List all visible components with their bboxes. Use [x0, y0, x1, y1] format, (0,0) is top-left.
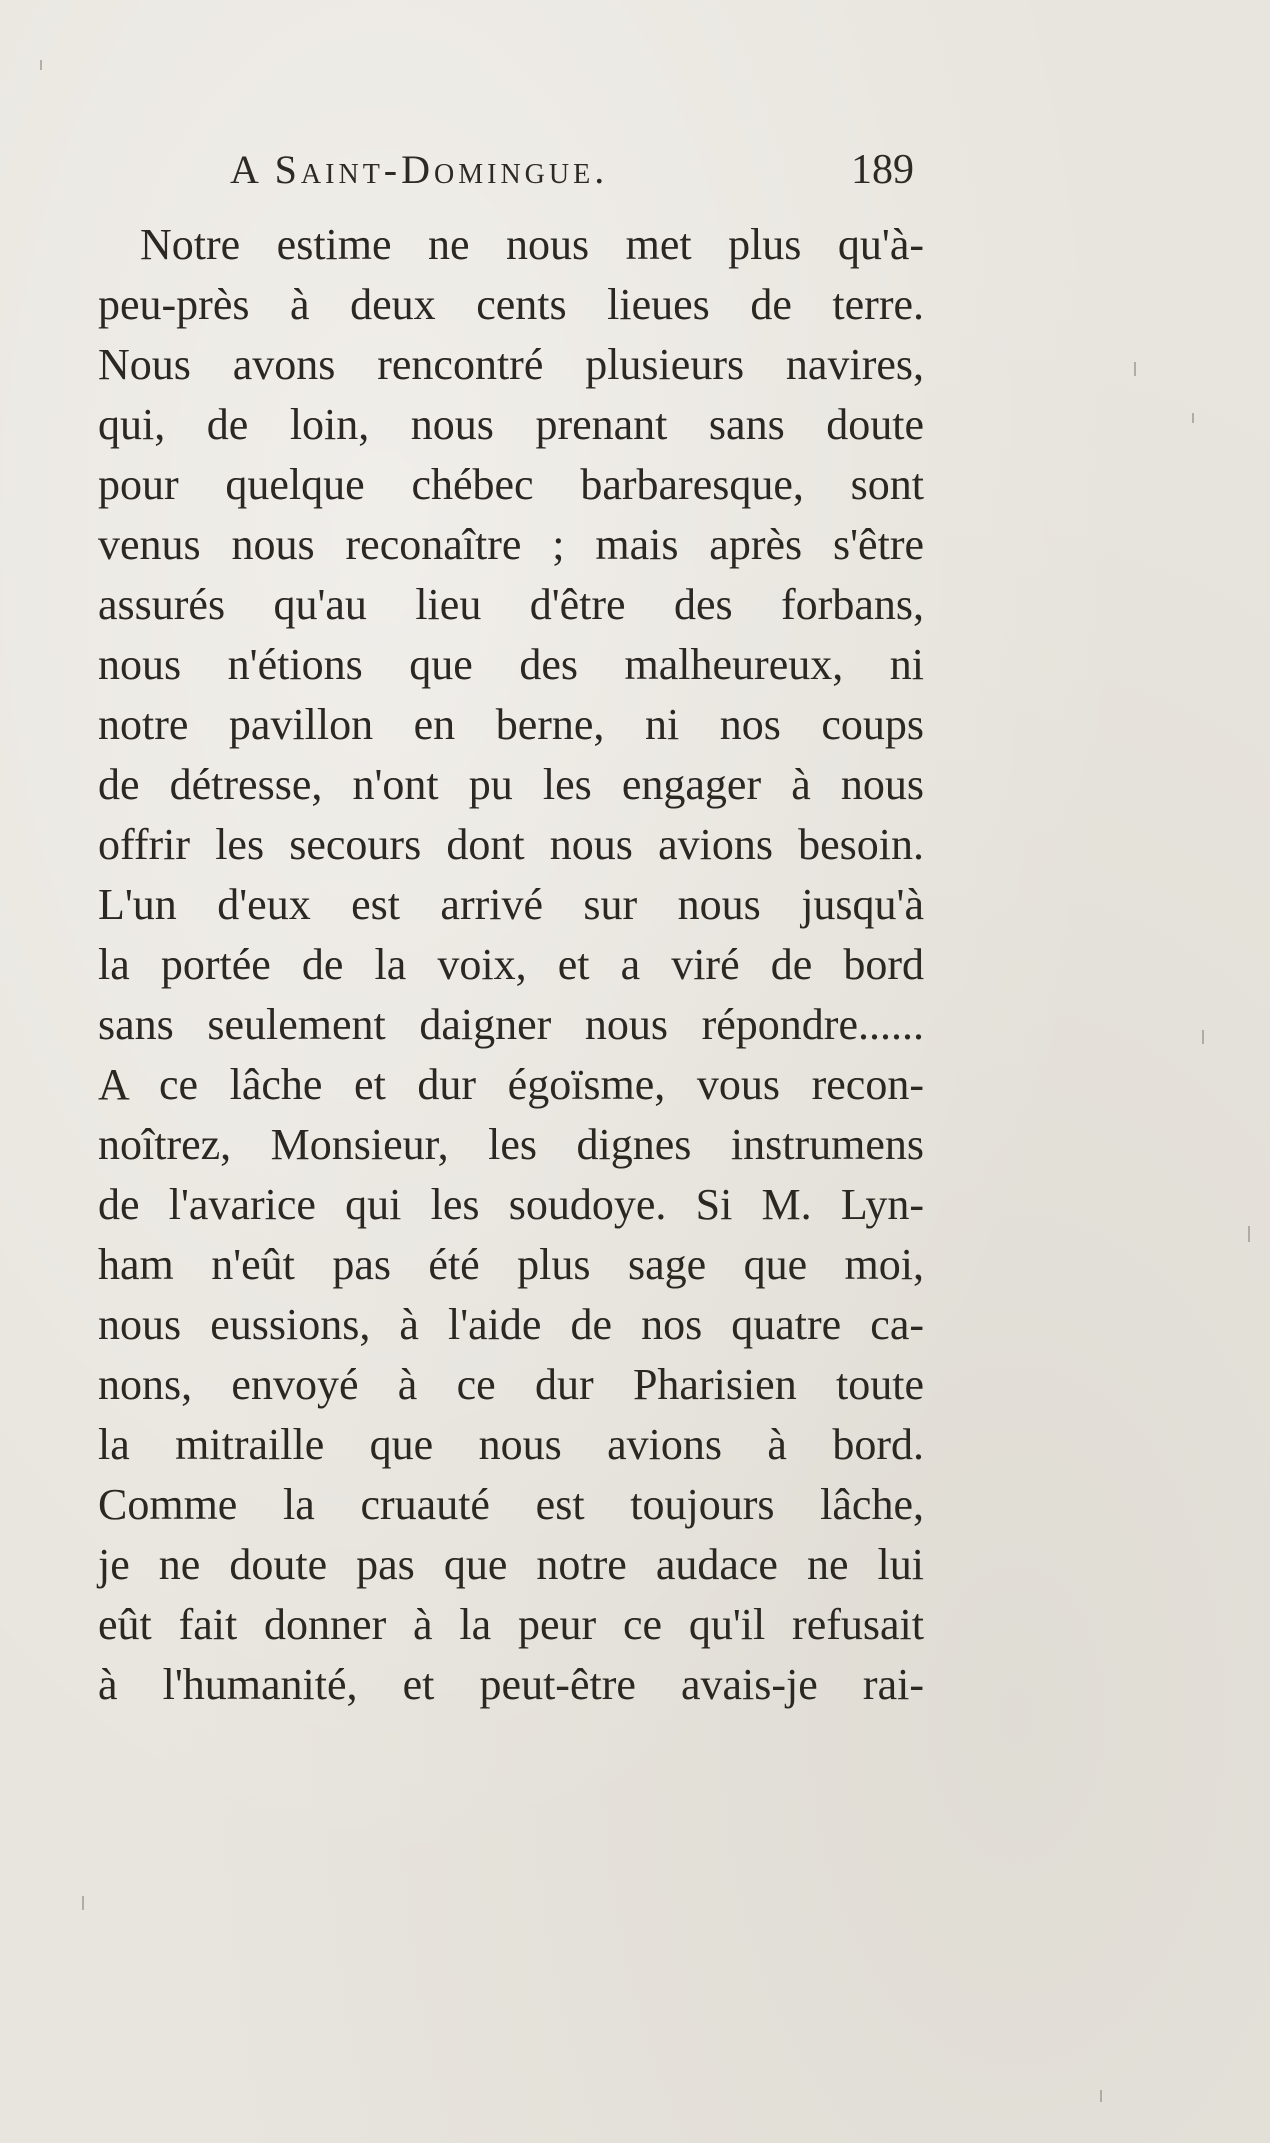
text-line: nous eussions, à l'aide de nos quatre ca-: [98, 1300, 924, 1349]
text-line: noîtrez, Monsieur, les dignes instrumens: [98, 1120, 924, 1169]
text-line: nons, envoyé à ce dur Pharisien toute: [98, 1360, 924, 1409]
text-line: je ne doute pas que notre audace ne lui: [98, 1540, 924, 1589]
text-line: eût fait donner à la peur ce qu'il refusait: [98, 1600, 924, 1649]
page-number: 189: [851, 147, 914, 193]
text-line: la portée de la voix, et a viré de bord: [98, 940, 924, 989]
text-line: de l'avarice qui les soudoye. Si M. Lyn-: [98, 1180, 924, 1229]
running-head: A Saint-Domingue.: [230, 147, 609, 192]
text-line: notre pavillon en berne, ni nos coups: [98, 700, 924, 749]
text-line: pour quelque chébec barbaresque, sont: [98, 460, 924, 509]
text-line: peu-près à deux cents lieues de terre.: [98, 280, 924, 329]
text-line: assurés qu'au lieu d'être des forbans,: [98, 580, 924, 629]
text-line: de détresse, n'ont pu les engager à nous: [98, 760, 924, 809]
paper-speck: [1134, 362, 1136, 376]
text-line: Notre estime ne nous met plus qu'à-: [140, 220, 924, 269]
page-header: [230, 146, 920, 206]
text-line: Comme la cruauté est toujours lâche,: [98, 1480, 924, 1529]
text-line: à l'humanité, et peut-être avais-je rai-: [98, 1660, 924, 1709]
paper-speck: [1100, 2090, 1102, 2102]
text-line: qui, de loin, nous prenant sans doute: [98, 400, 924, 449]
paper-speck: [40, 60, 42, 70]
paper-speck: [82, 1896, 84, 1910]
paper-speck: [1202, 1030, 1204, 1044]
text-line: la mitraille que nous avions à bord.: [98, 1420, 924, 1469]
text-line: venus nous reconaître ; mais après s'être: [98, 520, 924, 569]
text-line: sans seulement daigner nous répondre......: [98, 1000, 924, 1049]
body-text: [98, 215, 924, 1715]
text-line: A ce lâche et dur égoïsme, vous recon-: [98, 1060, 924, 1109]
text-line: L'un d'eux est arrivé sur nous jusqu'à: [98, 880, 924, 929]
paper-speck: [1192, 413, 1194, 423]
text-line: nous n'étions que des malheureux, ni: [98, 640, 924, 689]
text-line: Nous avons rencontré plusieurs navires,: [98, 340, 924, 389]
paper-speck: [1248, 1226, 1250, 1242]
text-line: offrir les secours dont nous avions besoin.: [98, 820, 924, 869]
text-line: ham n'eût pas été plus sage que moi,: [98, 1240, 924, 1289]
